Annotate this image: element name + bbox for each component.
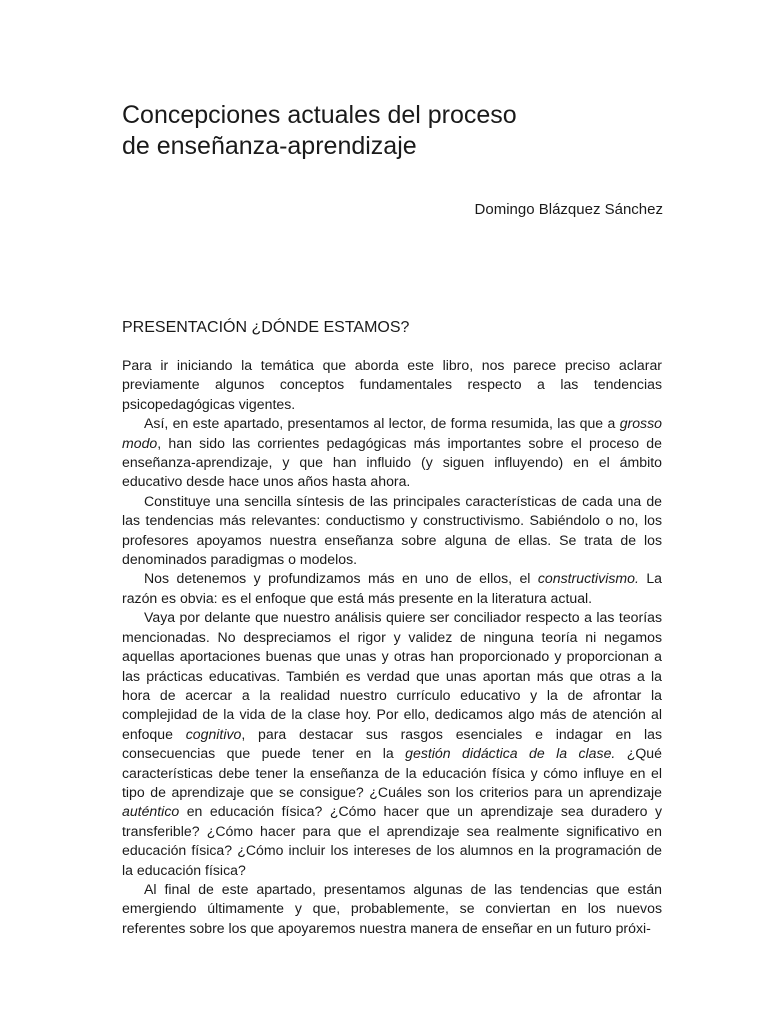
paragraph-5-emphasis-1: cognitivo — [185, 725, 242, 742]
paragraph-5-emphasis-3: auténtico — [122, 803, 180, 820]
paragraph-1-text: Para ir iniciando la temática que aborda este libro, nos parece preciso aclarar previamente algunos conceptos fundamentales respecto a las tendencias psicopedagógicas vigentes. — [122, 357, 662, 412]
paragraph-2 — [122, 414, 662, 492]
article-title-line-2: de enseñanza-aprendizaje — [122, 132, 417, 160]
paragraph-5 — [122, 608, 662, 880]
paragraph-4-text-a: Nos detenemos y profundizamos más en uno de ellos, el — [144, 570, 538, 587]
paragraph-6 — [122, 880, 662, 938]
paragraph-5-text-b: , para destacar sus rasgos esenciales e indagar en las consecuencias que puede tener en la — [122, 725, 662, 762]
paragraph-5-emphasis-2: gestión didáctica de la clase. — [405, 745, 616, 762]
article-title — [122, 100, 682, 162]
paragraph-2-text-a: Así, en este apartado, presentamos al lector, de forma resumida, las que a — [144, 415, 620, 432]
section-heading: PRESENTACIÓN ¿DÓNDE ESTAMOS? — [122, 319, 410, 336]
paragraph-2-text-b: , han sido las corrientes pedagógicas más importantes sobre el proceso de enseñanza-aprendizaje, y que han influido (y siguen influyendo) en el ámbito educativo desde hace unos años hasta ahora. — [122, 434, 662, 490]
paragraph-5-text-d: en educación física? ¿Cómo hacer que un aprendizaje sea duradero y transferible? ¿Cómo hacer para que el aprendizaje sea realmente significativo en educación física? ¿Cómo incluir los intereses de los alumnos en la programación de la educación física? — [122, 803, 662, 878]
paragraph-5-text-c: ¿Qué características debe tener la enseñanza de la educación física y cómo influye en el tipo de aprendizaje que se consigue? ¿Cuáles son los criterios para un aprendizaje — [122, 745, 662, 800]
paragraph-3 — [122, 492, 662, 570]
article-title-line-1: Concepciones actuales del proceso — [122, 101, 517, 129]
paragraph-4-emphasis: constructivismo. — [537, 570, 639, 587]
paragraph-1 — [122, 356, 662, 414]
paragraph-3-text: Constituye una sencilla síntesis de las principales características de cada una de las tendencias más relevantes: conductismo y constructivismo. Sabiéndolo o no, los profesores apoyamos nuestra enseñanza sobre alguna de ellas. Se trata de los denominados paradigmas o modelos. — [122, 492, 662, 568]
paragraph-4 — [122, 569, 662, 608]
article-author: Domingo Blázquez Sánchez — [474, 201, 663, 218]
paragraph-2-emphasis: grosso modo — [122, 415, 662, 451]
paragraph-6-text: Al final de este apartado, presentamos algunas de las tendencias que están emergiendo últimamente y que, probablemente, se conviertan en los nuevos referentes sobre los que apoyaremos nuestra manera de enseñar en un futuro próxi- — [122, 880, 662, 936]
paragraph-5-text-a: Vaya por delante que nuestro análisis quiere ser conciliador respecto a las teorías mencionadas. No despreciamos el rigor y validez de ninguna teoría ni negamos aquellas aportaciones buenas que unas y otras han proporcionado y proporcionan a las prácticas educativas. También es verdad que unas aportan más que otras a la hora de acercar a la realidad nuestro currículo educativo y la de afrontar la complejidad de la vida de la clase hoy. Por ello, dedicamos algo más de atención al enfoque — [122, 609, 662, 742]
paragraph-4-text-b: La razón es obvia: es el enfoque que está más presente en la literatura actual. — [122, 570, 663, 606]
article-body — [122, 356, 662, 938]
